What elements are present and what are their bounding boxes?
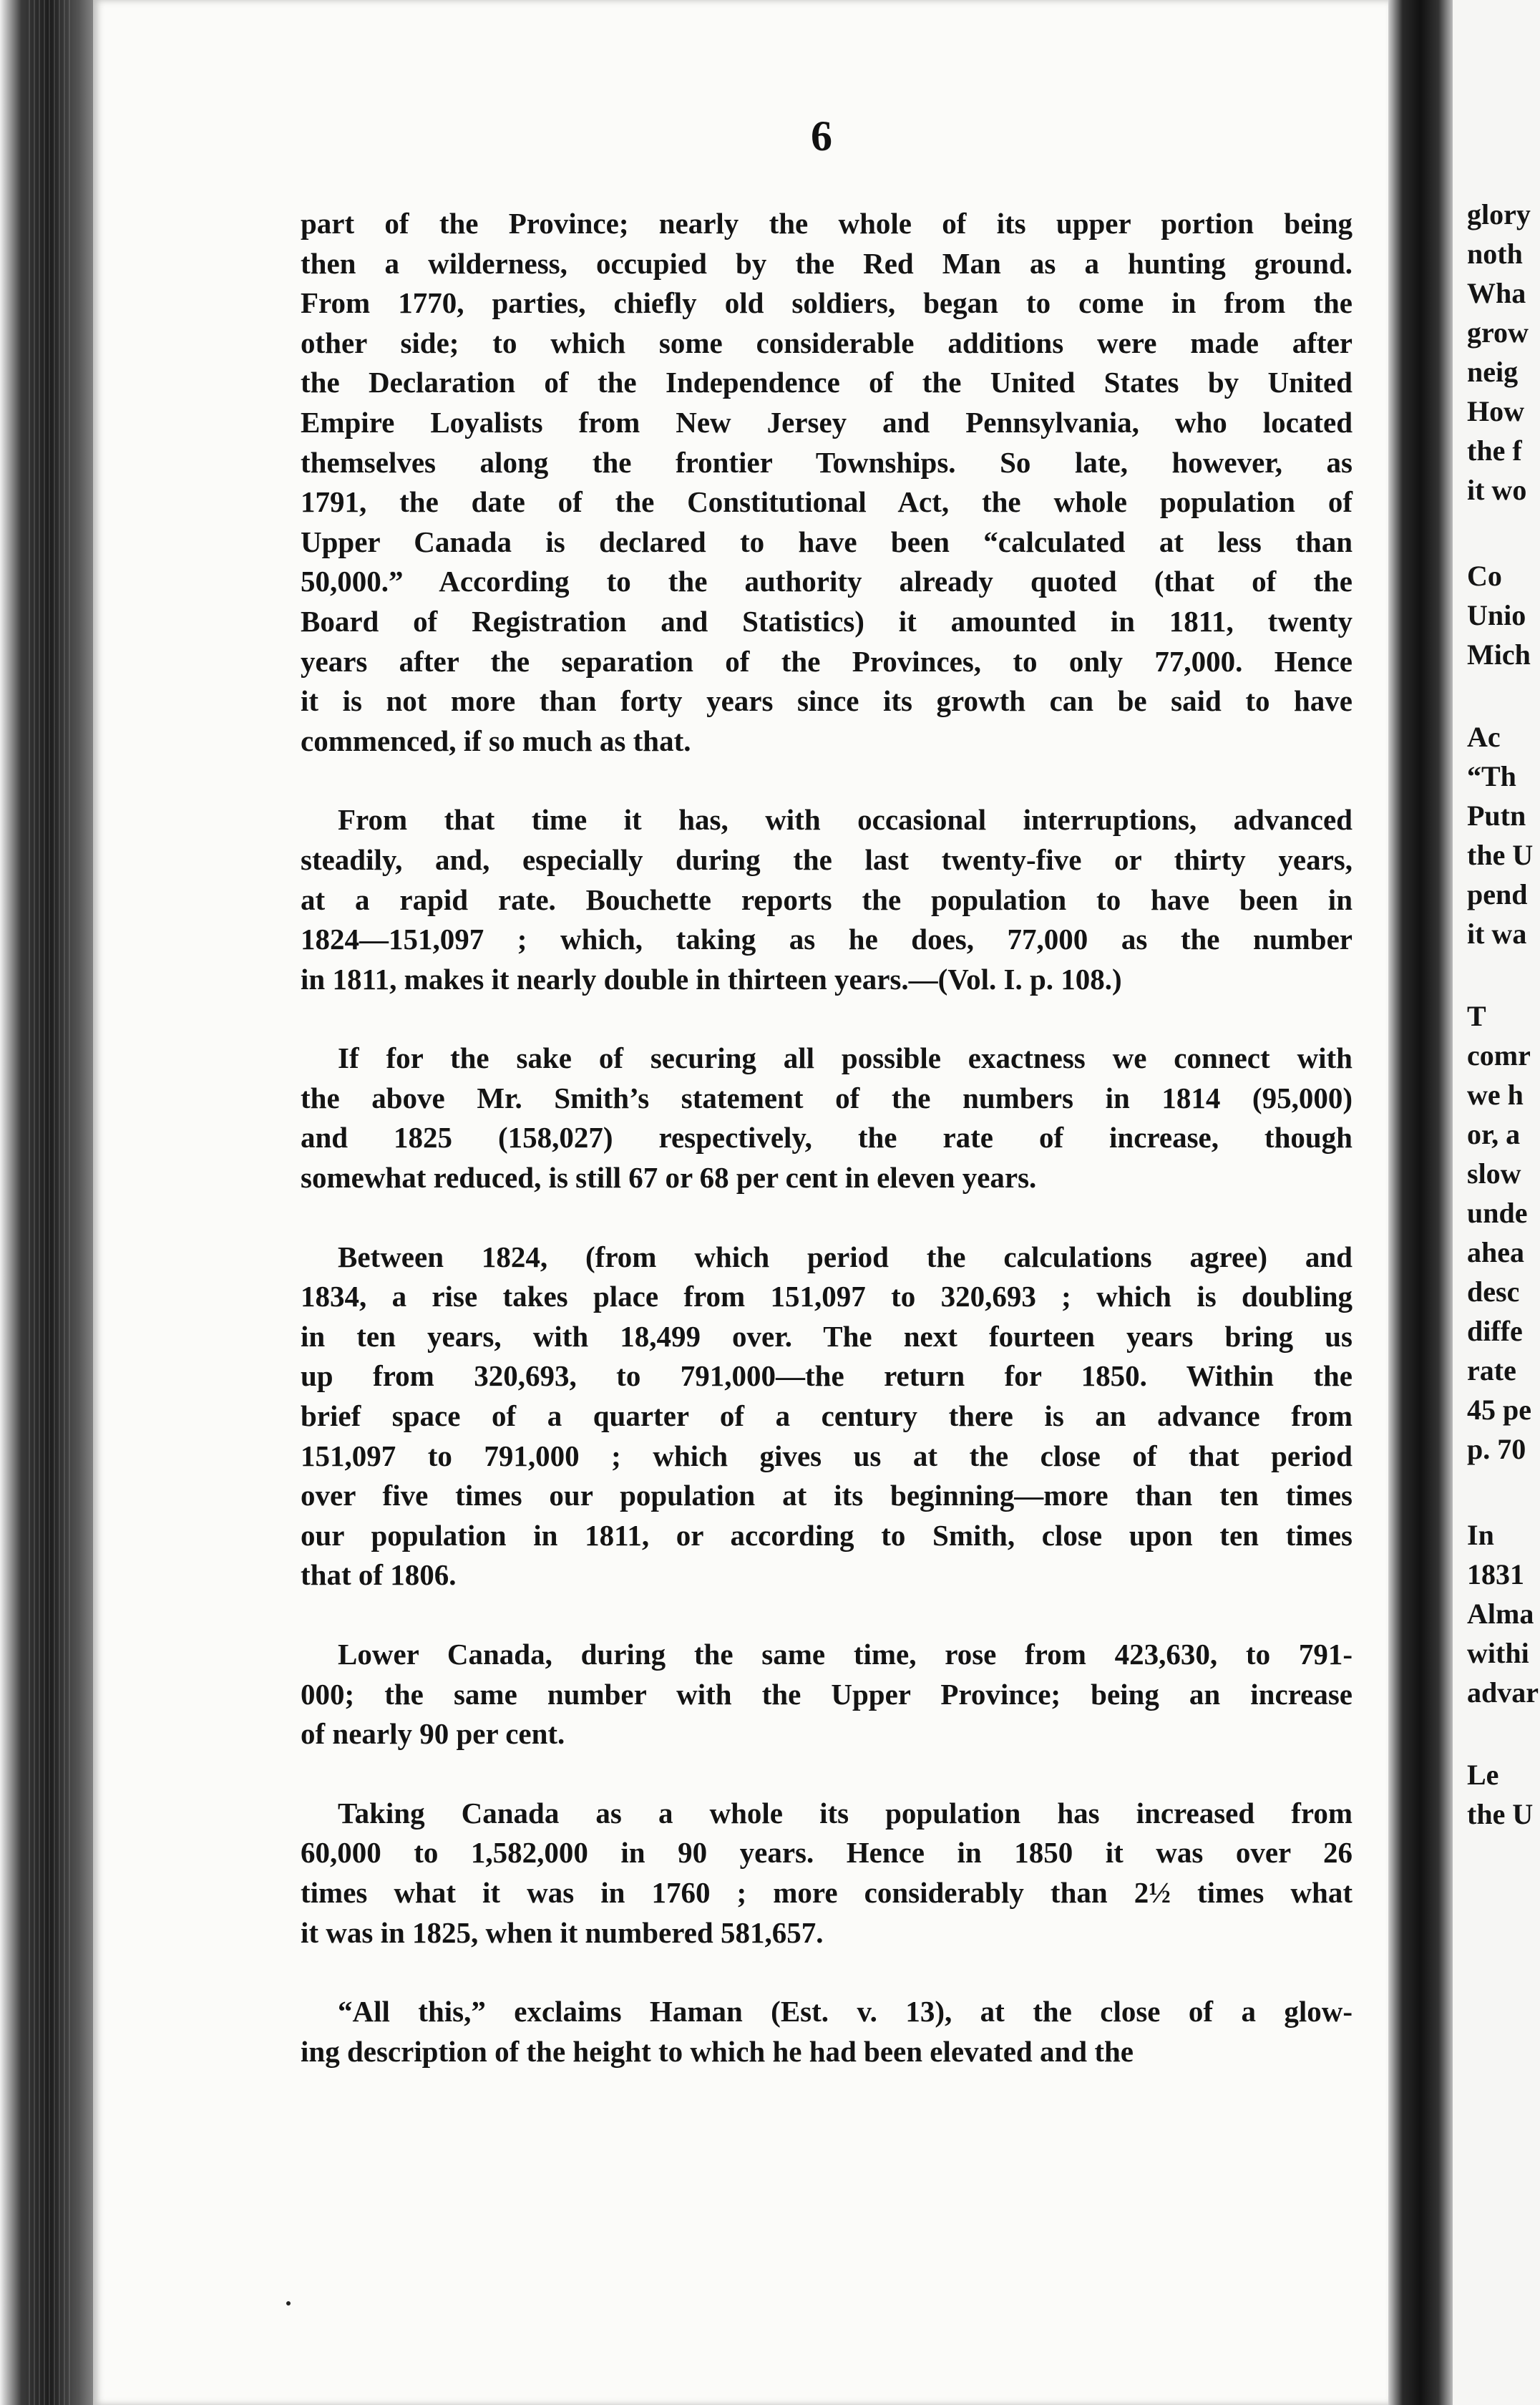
text-line: 60,000 to 1,582,000 in 90 years. Hence in 1850 it was over 26 <box>301 1836 1353 1870</box>
facing-page-text-fragment: Alma <box>1467 1598 1534 1630</box>
text-line: Lower Canada, during the same time, rose from 423,630, to 791- <box>338 1638 1353 1671</box>
text-line: that of 1806. <box>301 1558 457 1592</box>
facing-page-text-fragment: it wo <box>1467 474 1527 506</box>
text-line: in ten years, with 18,499 over. The next fourteen years bring us <box>301 1319 1353 1353</box>
text-line: the above Mr. Smith’s statement of the numbers in 1814 (95,000) <box>301 1081 1353 1114</box>
facing-page-text-fragment: 45 pe <box>1467 1394 1531 1426</box>
text-line: ing description of the height to which he had been elevated and the <box>301 2034 1134 2068</box>
text-line: up from 320,693, to 791,000—the return for 1850. Within the <box>301 1359 1353 1393</box>
body-text <box>301 204 1353 2071</box>
facing-page-text-fragment: grow <box>1467 316 1529 349</box>
text-line: 50,000.” According to the authority already quoted (that of the <box>301 565 1353 598</box>
text-line: of nearly 90 per cent. <box>301 1717 565 1751</box>
text-line: part of the Province; nearly the whole of its upper portion being <box>301 207 1353 240</box>
text-line: Empire Loyalists from New Jersey and Pennsylvania, who located <box>301 405 1353 439</box>
facing-page-text-fragment: unde <box>1467 1197 1528 1229</box>
text-line: Board of Registration and Statistics) it amounted in 1811, twenty <box>301 604 1353 638</box>
facing-page-text-fragment: advar <box>1467 1676 1539 1709</box>
text-line: years after the separation of the Provinces, to only 77,000. Hence <box>301 644 1353 678</box>
text-line: Taking Canada as a whole its population has increased from <box>338 1796 1353 1830</box>
facing-page-text-fragment: neig <box>1467 356 1519 388</box>
text-line: in 1811, makes it nearly double in thirteen years.—(Vol. I. p. 108.) <box>301 962 1122 996</box>
scan-speck <box>286 2301 291 2306</box>
text-line: If for the sake of securing all possible exactness we connect with <box>338 1041 1353 1075</box>
text-line: somewhat reduced, is still 67 or 68 per cent in eleven years. <box>301 1161 1037 1195</box>
text-line: the Declaration of the Independence of the United States by United <box>301 366 1353 399</box>
facing-page-text-fragment: “Th <box>1467 760 1516 792</box>
facing-page-text-fragment: ahea <box>1467 1236 1524 1268</box>
text-line: over five times our population at its beginning—more than ten times <box>301 1479 1353 1512</box>
paragraph <box>301 800 1353 999</box>
facing-page-text-fragment: 1831 <box>1467 1558 1524 1590</box>
text-line: From 1770, parties, chiefly old soldiers, began to come in from the <box>301 286 1353 320</box>
facing-page-text-fragment: T <box>1467 1000 1486 1032</box>
text-line: times what it was in 1760 ; more considerably than 2½ times what <box>301 1875 1353 1909</box>
facing-page-text-fragment: comr <box>1467 1039 1531 1072</box>
text-line: 1834, a rise takes place from 151,097 to 320,693 ; which is doubling <box>301 1280 1353 1313</box>
facing-page-text-fragment: slow <box>1467 1157 1521 1190</box>
facing-page-text-fragment: rate <box>1467 1354 1516 1386</box>
paragraph-gap <box>301 761 1353 800</box>
facing-page-text-fragment: Putn <box>1467 800 1526 832</box>
paragraph <box>301 1794 1353 1953</box>
facing-page-text-fragment: we h <box>1467 1079 1524 1111</box>
text-line: “All this,” exclaims Haman (Est. v. 13), at the close of a glow- <box>338 1995 1353 2029</box>
text-line: brief space of a quarter of a century there is an advance from <box>301 1399 1353 1433</box>
text-line: themselves along the frontier Townships. So late, however, as <box>301 445 1353 479</box>
facing-page-text-fragment: it wa <box>1467 918 1527 950</box>
text-line: Between 1824, (from which period the calculations agree) and <box>338 1240 1353 1273</box>
facing-page-text-fragment: Le <box>1467 1759 1499 1791</box>
facing-page-text-fragment: the U <box>1467 1798 1534 1830</box>
facing-page-text-fragment: glory <box>1467 198 1531 230</box>
text-line: it was in 1825, when it numbered 581,657. <box>301 1915 824 1949</box>
facing-page-edge <box>1453 0 1540 2405</box>
paragraph <box>301 1238 1353 1595</box>
facing-page-text-fragment: or, a <box>1467 1118 1521 1150</box>
text-line: and 1825 (158,027) respectively, the rate of increase, though <box>301 1121 1353 1155</box>
paragraph <box>301 1635 1353 1754</box>
text-line: then a wilderness, occupied by the Red Man as a hunting ground. <box>301 246 1353 280</box>
paragraph-gap <box>301 1953 1353 1992</box>
facing-page-text-fragment: pend <box>1467 878 1528 910</box>
text-line: 000; the same number with the Upper Province; being an increase <box>301 1677 1353 1711</box>
text-line: steadily, and, especially during the last twenty-five or thirty years, <box>301 842 1353 876</box>
text-line: commenced, if so much as that. <box>301 724 691 757</box>
text-line: 1791, the date of the Constitutional Act, the whole population of <box>301 485 1353 519</box>
facing-page-text-fragment: Unio <box>1467 599 1526 631</box>
text-line: it is not more than forty years since its growth can be said to have <box>301 684 1353 718</box>
text-line: other side; to which some considerable additions were made after <box>301 326 1353 359</box>
text-line: 151,097 to 791,000 ; which gives us at the close of that period <box>301 1439 1353 1472</box>
scanner-edge-texture <box>29 0 72 2405</box>
facing-page-text-fragment: Ac <box>1467 721 1501 753</box>
facing-page-text-fragment: withi <box>1467 1637 1529 1669</box>
facing-page-text-fragment: Wha <box>1467 277 1526 309</box>
paragraph-gap <box>301 999 1353 1039</box>
facing-page-text-fragment: Co <box>1467 560 1502 592</box>
text-line: our population in 1811, or according to Smith, close upon ten times <box>301 1518 1353 1552</box>
text-line: From that time it has, with occasional interruptions, advanced <box>338 803 1353 837</box>
paragraph <box>301 1992 1353 2071</box>
page-number: 6 <box>811 112 832 160</box>
paragraph-gap <box>301 1754 1353 1794</box>
facing-page-text-fragment: Mich <box>1467 638 1531 671</box>
facing-page-text-fragment: In <box>1467 1519 1494 1551</box>
text-line: at a rapid rate. Bouchette reports the population to have been in <box>301 883 1353 916</box>
text-line: Upper Canada is declared to have been “calculated at less than <box>301 525 1353 558</box>
text-line: 1824—151,097 ; which, taking as he does, 77,000 as the number <box>301 923 1353 956</box>
facing-page-text-fragment: diffe <box>1467 1315 1523 1347</box>
book-gutter <box>1388 0 1453 2405</box>
facing-page-text-fragment: the U <box>1467 839 1534 871</box>
paragraph-gap <box>301 1198 1353 1238</box>
facing-page-text-fragment: desc <box>1467 1276 1520 1308</box>
facing-page-text-fragment: the f <box>1467 434 1522 467</box>
paragraph <box>301 204 1353 761</box>
facing-page-text-fragment: noth <box>1467 238 1523 270</box>
facing-page-text-fragment: How <box>1467 395 1524 427</box>
facing-page-text-fragment: p. 70 <box>1467 1433 1526 1465</box>
paragraph-gap <box>301 1595 1353 1635</box>
paragraph <box>301 1039 1353 1197</box>
